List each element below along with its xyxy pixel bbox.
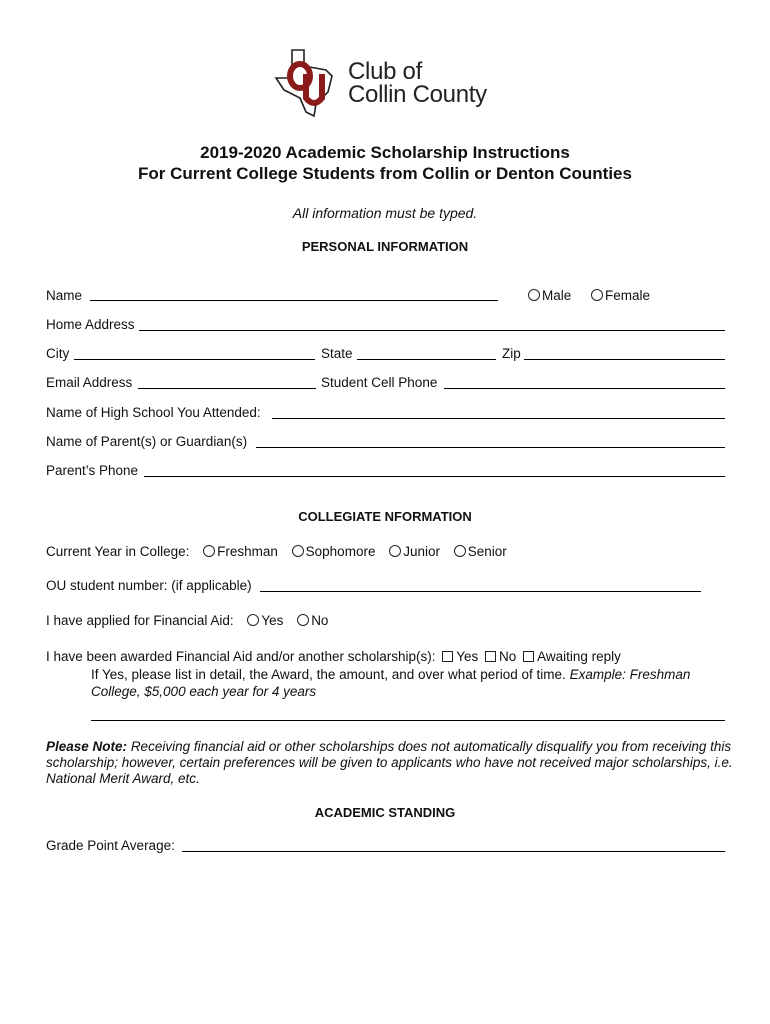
year-label: Freshman bbox=[217, 544, 278, 559]
note-text: Receiving financial aid or other scholarships does not automatically disqualify you from receiving this scholarship; however, certain preferences will be given to applicants who have not received major scholarships, i.e. National Merit Award, etc. bbox=[46, 739, 733, 786]
home-address-field[interactable] bbox=[139, 330, 725, 331]
year-sophomore-option[interactable] bbox=[292, 544, 376, 559]
yes-radio[interactable] bbox=[247, 614, 259, 626]
awaiting-checkbox[interactable] bbox=[523, 651, 534, 662]
year-label: Senior bbox=[467, 544, 507, 559]
freshman-radio[interactable] bbox=[203, 545, 215, 557]
male-radio[interactable] bbox=[528, 289, 540, 301]
logo-line-1: Club of bbox=[348, 58, 422, 85]
gpa-field[interactable] bbox=[182, 851, 725, 852]
male-option[interactable] bbox=[528, 288, 571, 303]
no-label: No bbox=[499, 649, 517, 664]
academic-heading: ACADEMIC STANDING bbox=[314, 805, 456, 820]
detail-text: If Yes, please list in detail, the Award, the amount, and over what period of time. bbox=[91, 667, 566, 682]
awarded-no-option[interactable] bbox=[482, 649, 516, 664]
ou-number-field[interactable] bbox=[260, 591, 701, 592]
financial-aid-label: I have applied for Financial Aid: bbox=[46, 613, 234, 628]
city-field[interactable] bbox=[74, 359, 315, 360]
award-detail-field[interactable] bbox=[91, 720, 725, 721]
year-senior-option[interactable] bbox=[454, 544, 507, 559]
no-radio[interactable] bbox=[297, 614, 309, 626]
page-title-line-1: 2019-2020 Academic Scholarship Instructions bbox=[200, 143, 570, 162]
awarded-label: I have been awarded Financial Aid and/or another scholarship(s): bbox=[46, 649, 436, 664]
yes-label: Yes bbox=[261, 613, 284, 628]
detail-example: Example: Freshman College, $5,000 each year for 4 years bbox=[91, 667, 691, 699]
student-cell-field[interactable] bbox=[444, 388, 725, 389]
female-radio[interactable] bbox=[591, 289, 603, 301]
year-junior-option[interactable] bbox=[389, 544, 440, 559]
financial-aid-row bbox=[46, 613, 328, 628]
gpa-label: Grade Point Average: bbox=[46, 838, 175, 853]
collegiate-heading: COLLEGIATE NFORMATION bbox=[298, 509, 472, 524]
award-detail-instructions bbox=[91, 666, 721, 700]
zip-field[interactable] bbox=[524, 359, 725, 360]
year-label: Junior bbox=[403, 544, 440, 559]
awaiting-label: Awaiting reply bbox=[537, 649, 621, 664]
parents-field[interactable] bbox=[256, 447, 725, 448]
state-label: State bbox=[321, 346, 353, 361]
senior-radio[interactable] bbox=[454, 545, 466, 557]
year-label: Sophomore bbox=[305, 544, 376, 559]
awarded-no-checkbox[interactable] bbox=[485, 651, 496, 662]
ou-number-label: OU student number: (if applicable) bbox=[46, 578, 252, 593]
city-label: City bbox=[46, 346, 70, 361]
state-field[interactable] bbox=[357, 359, 496, 360]
awarded-yes-checkbox[interactable] bbox=[442, 651, 453, 662]
current-year-row bbox=[46, 544, 507, 559]
junior-radio[interactable] bbox=[389, 545, 401, 557]
high-school-field[interactable] bbox=[272, 418, 725, 419]
note-bold: Please Note: bbox=[46, 739, 128, 754]
logo-line-2: Collin County bbox=[348, 81, 487, 108]
no-label: No bbox=[311, 613, 329, 628]
email-label: Email Address bbox=[46, 375, 133, 390]
male-label: Male bbox=[542, 288, 572, 303]
high-school-label: Name of High School You Attended: bbox=[46, 405, 261, 420]
financial-aid-yes-option[interactable] bbox=[247, 613, 283, 628]
oklahoma-ou-texas-logo-icon bbox=[270, 46, 350, 118]
page-title-line-2: For Current College Students from Collin or Denton Counties bbox=[138, 164, 632, 183]
year-freshman-option[interactable] bbox=[203, 544, 278, 559]
awarded-awaiting-option[interactable] bbox=[520, 649, 621, 664]
awarded-row bbox=[46, 649, 621, 664]
personal-heading: PERSONAL INFORMATION bbox=[301, 239, 469, 254]
financial-aid-no-option[interactable] bbox=[297, 613, 328, 628]
parents-label: Name of Parent(s) or Guardian(s) bbox=[46, 434, 248, 449]
student-cell-label: Student Cell Phone bbox=[321, 375, 438, 390]
sophomore-radio[interactable] bbox=[292, 545, 304, 557]
name-field[interactable] bbox=[90, 300, 498, 301]
instruction-subtitle: All information must be typed. bbox=[292, 205, 478, 221]
awarded-yes-option[interactable] bbox=[439, 649, 478, 664]
yes-label: Yes bbox=[456, 649, 479, 664]
parents-phone-field[interactable] bbox=[144, 476, 725, 477]
current-year-label: Current Year in College: bbox=[46, 544, 190, 559]
club-logo bbox=[270, 46, 510, 118]
female-option[interactable] bbox=[591, 288, 650, 303]
email-field[interactable] bbox=[138, 388, 316, 389]
parents-phone-label: Parent’s Phone bbox=[46, 463, 139, 478]
please-note bbox=[46, 739, 736, 787]
zip-label: Zip bbox=[502, 346, 521, 361]
female-label: Female bbox=[605, 288, 651, 303]
name-label: Name bbox=[46, 288, 83, 303]
logo-text bbox=[348, 60, 487, 106]
home-address-label: Home Address bbox=[46, 317, 135, 332]
